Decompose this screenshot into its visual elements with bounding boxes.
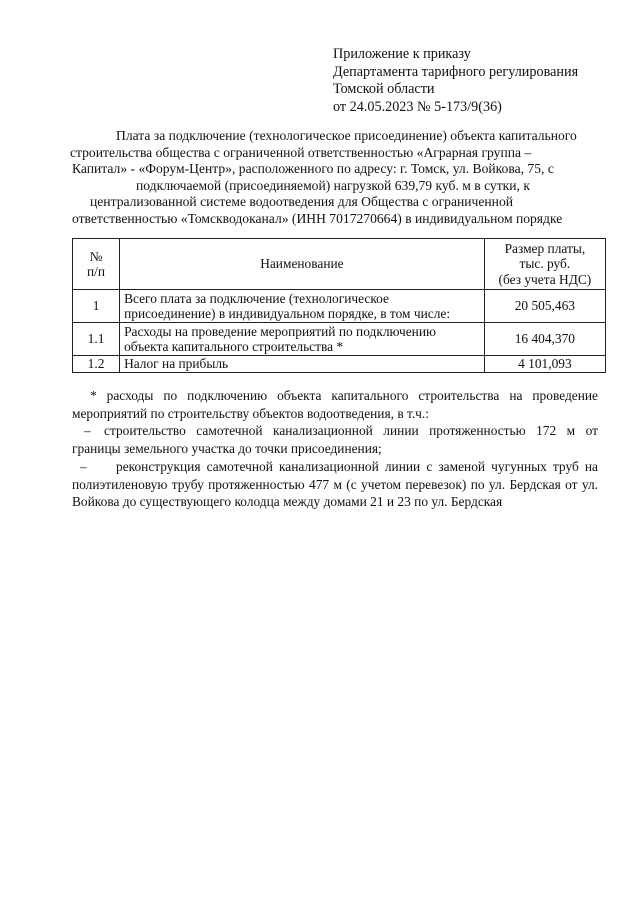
appendix-line: от 24.05.2023 № 5-173/9(36): [333, 98, 502, 115]
footnote-item-text: реконструкция самотечной канализационной линии с заменой чугунных труб на полиэтиленовую трубу протяженностью 477 м (с учетом перевезок) по ул. Бердская от ул. Войкова до существующего колодца между домами 21 и 23 по ул. Бердская: [72, 458, 598, 510]
row-name-line: присоединение) в индивидуальном порядке, в том числе:: [124, 306, 451, 321]
row-name-line: объекта капитального строительства *: [124, 339, 344, 354]
row-amount: 16 404,370: [484, 323, 605, 356]
appendix-block: [333, 46, 623, 116]
row-name: [120, 290, 485, 323]
row-number: 1.2: [73, 356, 120, 373]
table-row: [73, 323, 606, 356]
footnote-item-text: строительство самотечной канализационной линии протяженностью 172 м от границы земельного участка до точки присоединения;: [72, 423, 598, 457]
appendix-line: Томской области: [333, 81, 435, 97]
footnote-item: [72, 422, 598, 457]
row-name-line: Расходы на проведение мероприятий по подключению: [124, 323, 437, 339]
header-amount-line: тыс. руб.: [519, 256, 571, 272]
heading-line: ответственностью «Томскводоканал» (ИНН 7017270664) в индивидуальном порядке: [72, 210, 563, 226]
table-header-row: [73, 239, 606, 290]
footnote-item: [72, 458, 598, 511]
header-amount: [484, 239, 605, 290]
heading-line: строительства общества с ограниченной ответственностью «Аграрная группа –: [70, 144, 532, 160]
header-number-line: №: [89, 248, 103, 264]
heading-line: подключаемой (присоединяемой) нагрузкой 639,79 куб. м в сутки, к: [136, 177, 530, 193]
heading-line: централизованной системе водоотведения для Общества с ограниченной: [90, 194, 514, 210]
header-amount-line: Размер платы,: [504, 240, 586, 256]
footnote-lead: * расходы по подключению объекта капитального строительства на проведение мероприятий по строительству объектов водоотведения, в т.ч.:: [72, 388, 598, 421]
table-row: [73, 356, 606, 373]
header-amount-line: (без учета НДС): [498, 271, 592, 287]
document-heading: [70, 128, 600, 228]
row-name-line: Всего плата за подключение (технологическое: [124, 290, 389, 306]
heading-line: Капитал» - «Форум-Центр», расположенного по адресу: г. Томск, ул. Войкова, 75, с: [72, 161, 554, 177]
header-number: [73, 239, 120, 290]
fee-table: [72, 238, 606, 373]
row-name: [120, 356, 485, 373]
row-number: 1.1: [73, 323, 120, 356]
header-name: Наименование: [120, 239, 485, 290]
row-amount: 4 101,093: [484, 356, 605, 373]
footnote-block: [72, 387, 598, 511]
list-dash: –: [80, 458, 87, 474]
row-number: 1: [73, 290, 120, 323]
row-name-line: Налог на прибыль: [124, 356, 229, 371]
list-dash: –: [84, 423, 91, 439]
appendix-line: Приложение к приказу: [333, 46, 471, 62]
row-name: [120, 323, 485, 356]
row-amount: 20 505,463: [484, 290, 605, 323]
appendix-line: Департамента тарифного регулирования: [333, 63, 579, 80]
table-row: [73, 290, 606, 323]
heading-line: Плата за подключение (технологическое присоединение) объекта капитального: [116, 128, 577, 143]
header-number-line: п/п: [87, 264, 106, 279]
